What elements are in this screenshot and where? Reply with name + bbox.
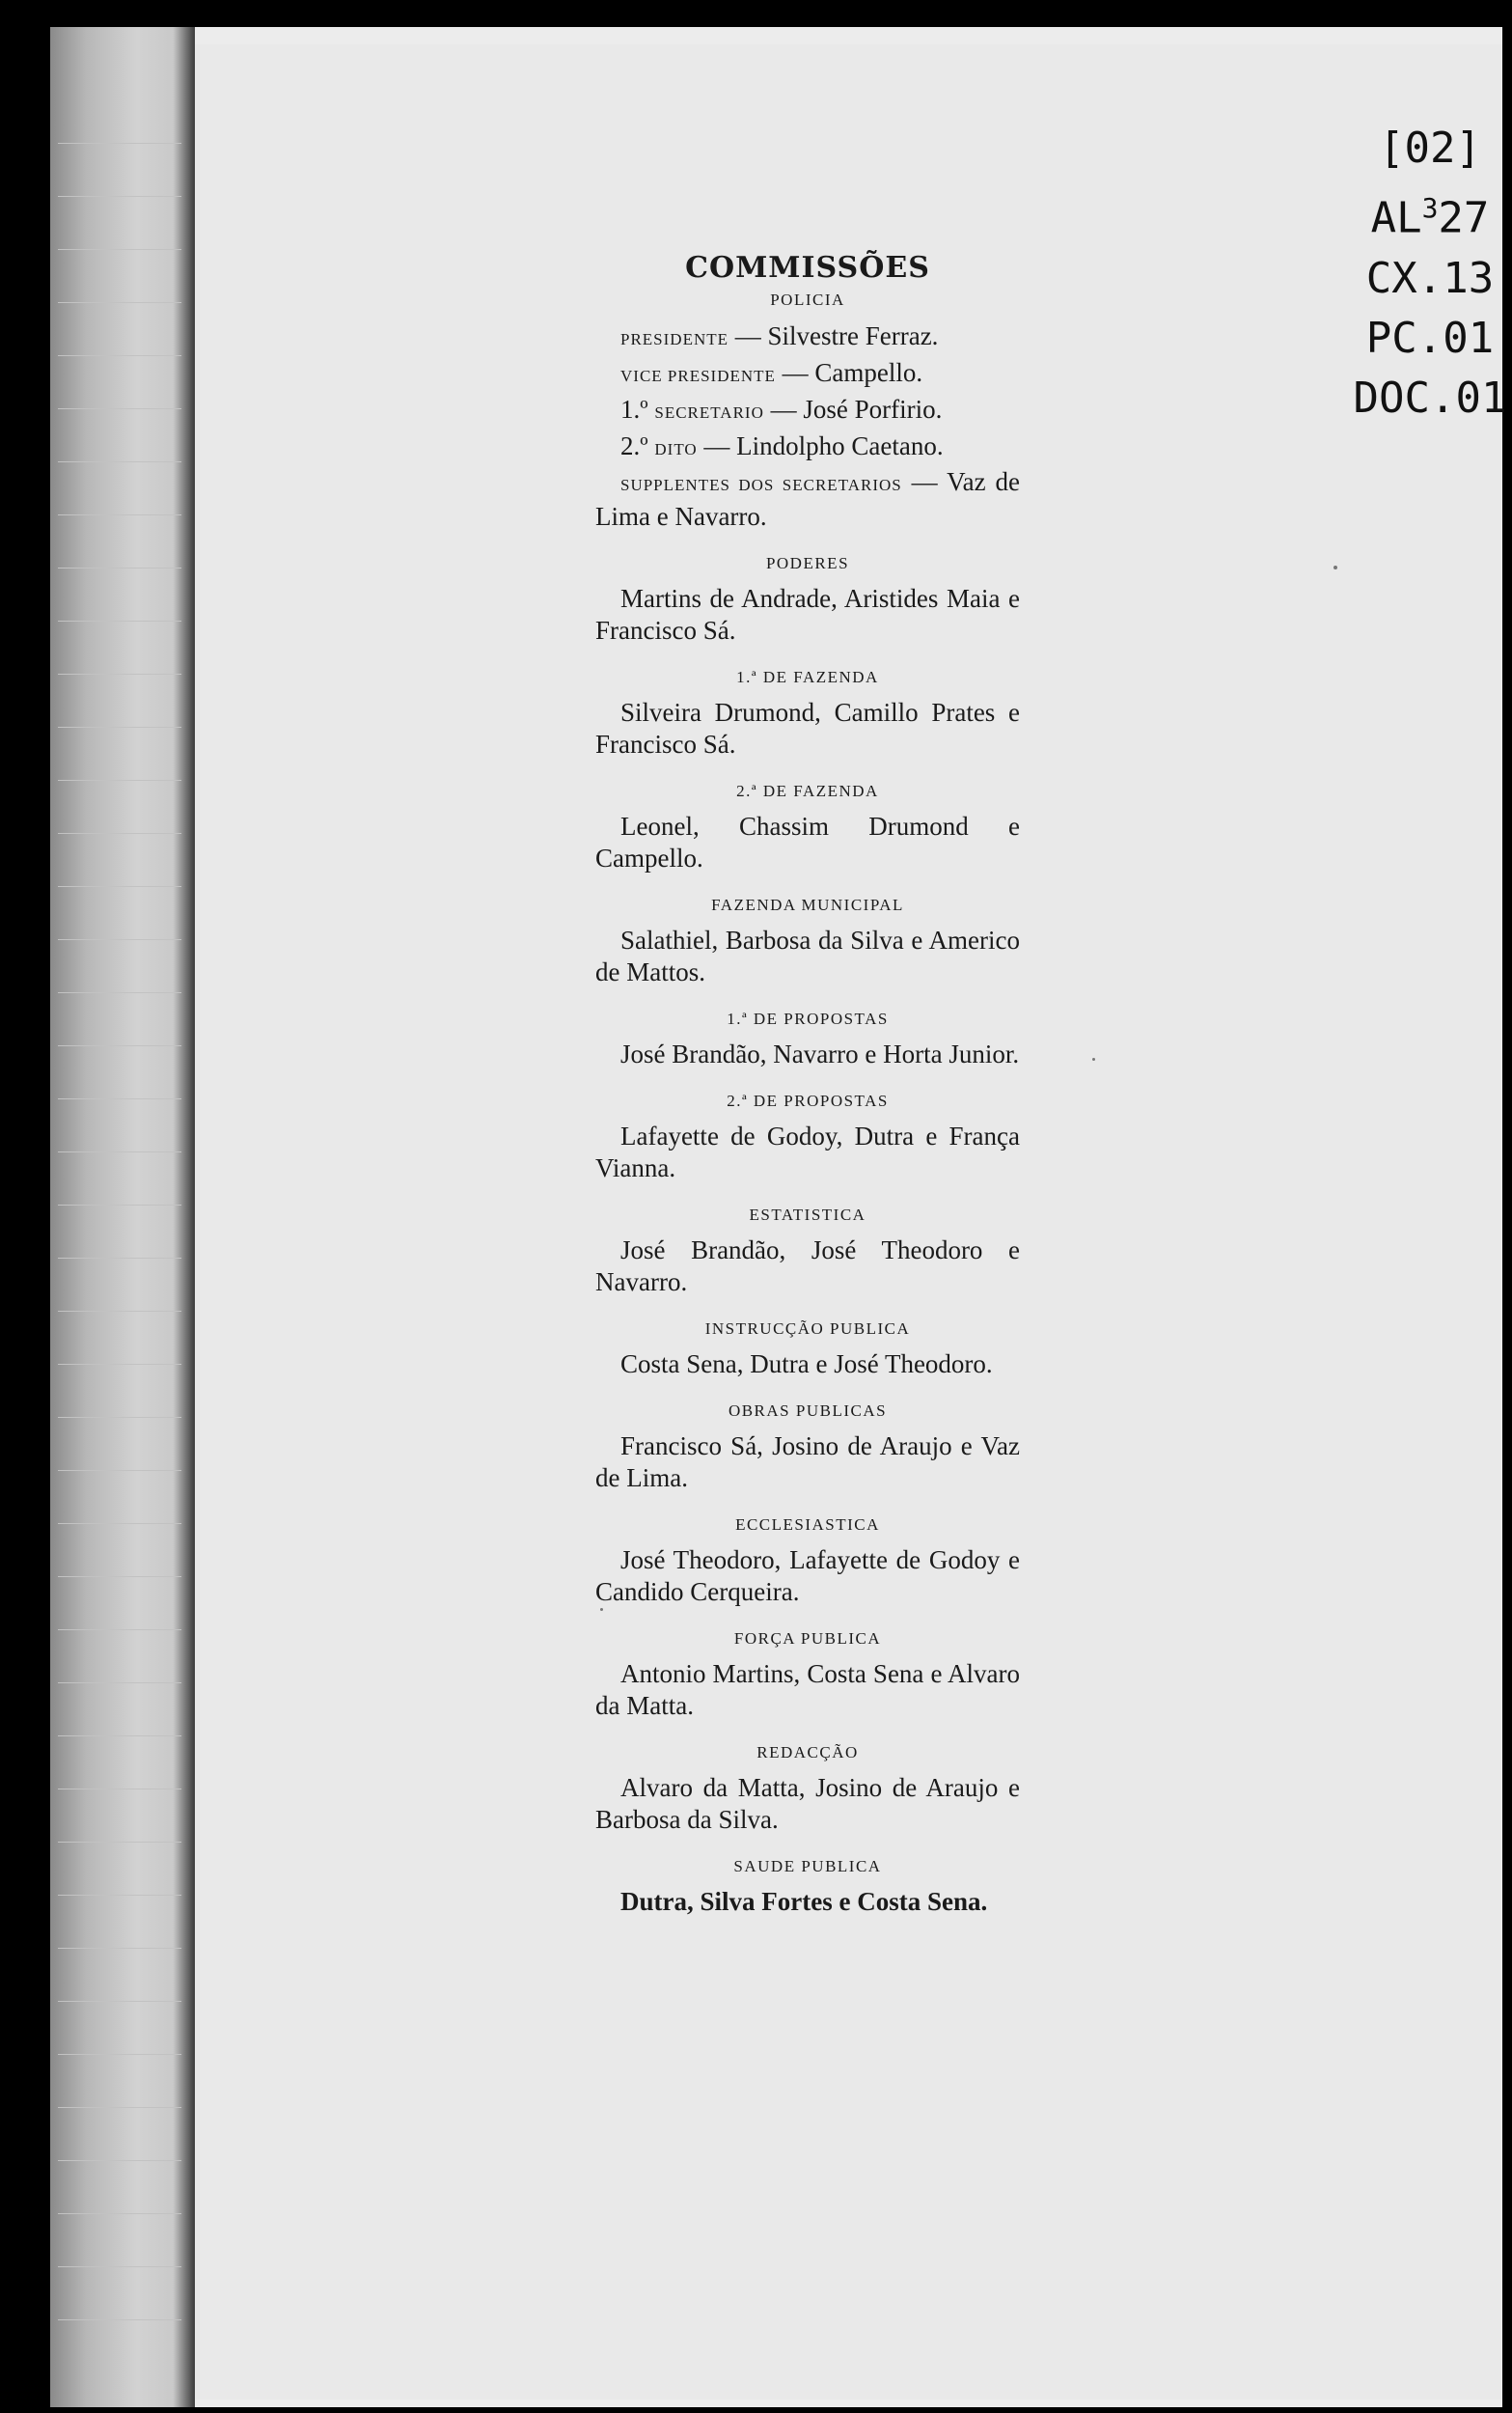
poderes-members: Martins de Andrade, Aristides Maia e Francisco Sá. [595,584,1020,645]
section-heading-policia: POLICIA [770,291,845,309]
section-heading-fazenda-municipal: FAZENDA MUNICIPAL [711,896,904,914]
fazenda-1-members: Silveira Drumond, Camillo Prates e Francisco Sá. [595,698,1020,759]
estatistica-members: José Brandão, José Theodoro e Navarro. [595,1235,1020,1296]
obras-members: Francisco Sá, Josino de Araujo e Vaz de Lima. [595,1431,1020,1492]
binding-spine [50,27,195,2407]
fazenda-municipal-members: Salathiel, Barbosa da Silva e Americo de Mattos. [595,926,1020,986]
policia-vice-presidente: VICE PRESIDENTE — Campello. [620,358,923,387]
section-heading-fazenda-2: 2.ª DE FAZENDA [736,782,879,800]
archive-reference-label: [02] $AL^327$ CX.13 PC.01 DOC.01 [1353,124,1507,423]
section-heading-saude: SAUDE PUBLICA [733,1857,882,1875]
policia-secretario-1: 1.º SECRETARIO — José Porfirio. [620,395,943,424]
scanned-sheet [50,27,1507,2407]
section-heading-fazenda-1: 1.ª DE FAZENDA [736,668,879,686]
section-heading-instruccao: INSTRUCÇÃO PUBLICA [704,1319,911,1338]
policia-presidente: PRESIDENTE — Silvestre Ferraz. [620,321,939,350]
commissions-column [595,251,1020,1918]
policia-supplentes: SUPPLENTES DOS SECRETARIOS — Vaz de Lima e Navarro. [595,467,1020,531]
redaccao-members: Alvaro da Matta, Josino de Araujo e Barbosa da Silva. [595,1773,1020,1834]
section-heading-forca: FORÇA PUBLICA [733,1629,882,1648]
propostas-2-members: Lafayette de Godoy, Dutra e França Vianna. [595,1122,1020,1182]
saude-members: Dutra, Silva Fortes e Costa Sena. [620,1887,988,1916]
instruccao-members: Costa Sena, Dutra e José Theodoro. [620,1349,993,1378]
section-heading-poderes: PODERES [765,554,850,572]
policia-secretario-2: 2.º DITO — Lindolpho Caetano. [620,431,944,460]
section-heading-propostas-1: 1.ª DE PROPOSTAS [727,1010,889,1028]
section-heading-estatistica: ESTATISTICA [749,1206,866,1224]
propostas-1-members: José Brandão, Navarro e Horta Junior. [620,1040,1020,1068]
section-heading-obras: OBRAS PUBLICAS [728,1401,888,1420]
forca-members: Antonio Martins, Costa Sena e Alvaro da Matta. [595,1659,1020,1720]
ecclesiastica-members: José Theodoro, Lafayette de Godoy e Candido Cerqueira. [595,1545,1020,1606]
section-heading-propostas-2: 2.ª DE PROPOSTAS [727,1092,889,1110]
page-title: COMMISSÕES [685,251,930,285]
fazenda-2-members: Leonel, Chassim Drumond e Campello. [595,812,1020,873]
section-heading-ecclesiastica: ECCLESIASTICA [735,1515,880,1534]
section-heading-redaccao: REDACÇÃO [756,1743,859,1761]
